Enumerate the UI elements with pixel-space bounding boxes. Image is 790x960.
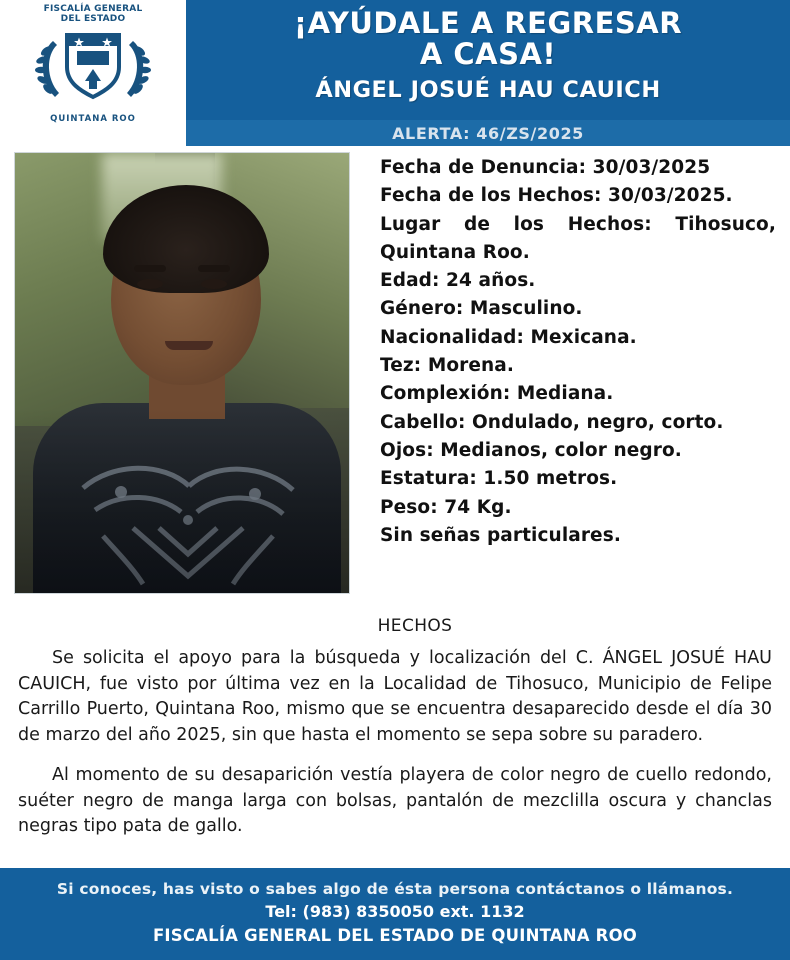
detail-peso: Peso: 74 Kg. bbox=[380, 496, 512, 518]
hechos-body bbox=[0, 646, 790, 840]
photo-column bbox=[14, 152, 350, 594]
poster-title-line1: ¡AYÚDALE A REGRESAR bbox=[293, 6, 683, 40]
detail-cabello: Cabello: Ondulado, negro, corto. bbox=[380, 411, 724, 433]
logo-top-line2: DEL ESTADO bbox=[60, 14, 126, 25]
header-banner bbox=[186, 0, 790, 146]
photo-mouth bbox=[165, 341, 213, 350]
photo-eye-left bbox=[137, 279, 163, 289]
poster-title-line2: A CASA! bbox=[419, 37, 557, 72]
hechos-paragraph-2: Al momento de su desaparición vestía playera de color negro de cuello redondo, suéter negro de manga larga con bolsas, pantalón de mezclilla oscura y chanclas negras tipo pata de gallo. bbox=[18, 764, 772, 837]
detail-senas-particulares: Sin señas particulares. bbox=[380, 524, 621, 546]
details-list bbox=[350, 152, 776, 594]
detail-edad: Edad: 24 años. bbox=[380, 270, 536, 292]
photo-vignette bbox=[15, 408, 349, 593]
footer-contact-prompt: Si conoces, has visto o sabes algo de ésta persona contáctanos o llámanos. bbox=[56, 880, 734, 899]
fge-logo bbox=[0, 0, 186, 146]
person-photo bbox=[14, 152, 350, 594]
hechos-paragraph-1: Se solicita el apoyo para la búsqueda y localización del C. ÁNGEL JOSUÉ HAU CAUICH, fue visto por última vez en la Localidad de Tihosuco, Municipio de Felipe Carrillo Puerto, Quintana Roo, mismo que se encuentra desaparecido desde el día 30 de marzo del año 2025, sin que hasta el momento se sepa sobre su paradero. bbox=[18, 648, 772, 746]
logo-top-line1: FISCALÍA GENERAL bbox=[43, 4, 143, 14]
photo-eyebrow-right bbox=[198, 265, 230, 272]
alert-number: ALERTA: 46/ZS/2025 bbox=[392, 123, 584, 143]
poster-body bbox=[0, 146, 790, 594]
logo-bottom-text: QUINTANA ROO bbox=[50, 113, 136, 124]
photo-eye-right bbox=[201, 279, 227, 289]
poster-title bbox=[294, 8, 682, 71]
alert-strip bbox=[186, 120, 790, 146]
detail-lugar-hechos: Lugar de los Hechos: Tihosuco, Quintana Roo. bbox=[380, 213, 776, 263]
logo-top-text bbox=[44, 4, 143, 25]
detail-nacionalidad: Nacionalidad: Mexicana. bbox=[380, 326, 637, 348]
poster-header bbox=[0, 0, 790, 146]
footer-phone[interactable]: Tel: (983) 8350050 ext. 1132 bbox=[265, 902, 525, 922]
hechos-heading: HECHOS bbox=[377, 616, 453, 636]
footer-institution: FISCALÍA GENERAL DEL ESTADO DE QUINTANA ROO bbox=[152, 926, 638, 946]
detail-fecha-hechos: Fecha de los Hechos: 30/03/2025. bbox=[380, 185, 733, 207]
detail-genero: Género: Masculino. bbox=[380, 298, 583, 320]
detail-fecha-denuncia: Fecha de Denuncia: 30/03/2025 bbox=[380, 157, 711, 178]
poster-footer bbox=[0, 868, 790, 960]
fge-crest-icon bbox=[33, 27, 153, 113]
detail-ojos: Ojos: Medianos, color negro. bbox=[380, 439, 682, 461]
person-name: ÁNGEL JOSUÉ HAU CAUICH bbox=[315, 76, 661, 103]
detail-estatura: Estatura: 1.50 metros. bbox=[380, 468, 618, 490]
photo-eyebrow-left bbox=[134, 265, 166, 272]
detail-complexion: Complexión: Mediana. bbox=[380, 383, 614, 405]
detail-tez: Tez: Morena. bbox=[380, 355, 514, 377]
